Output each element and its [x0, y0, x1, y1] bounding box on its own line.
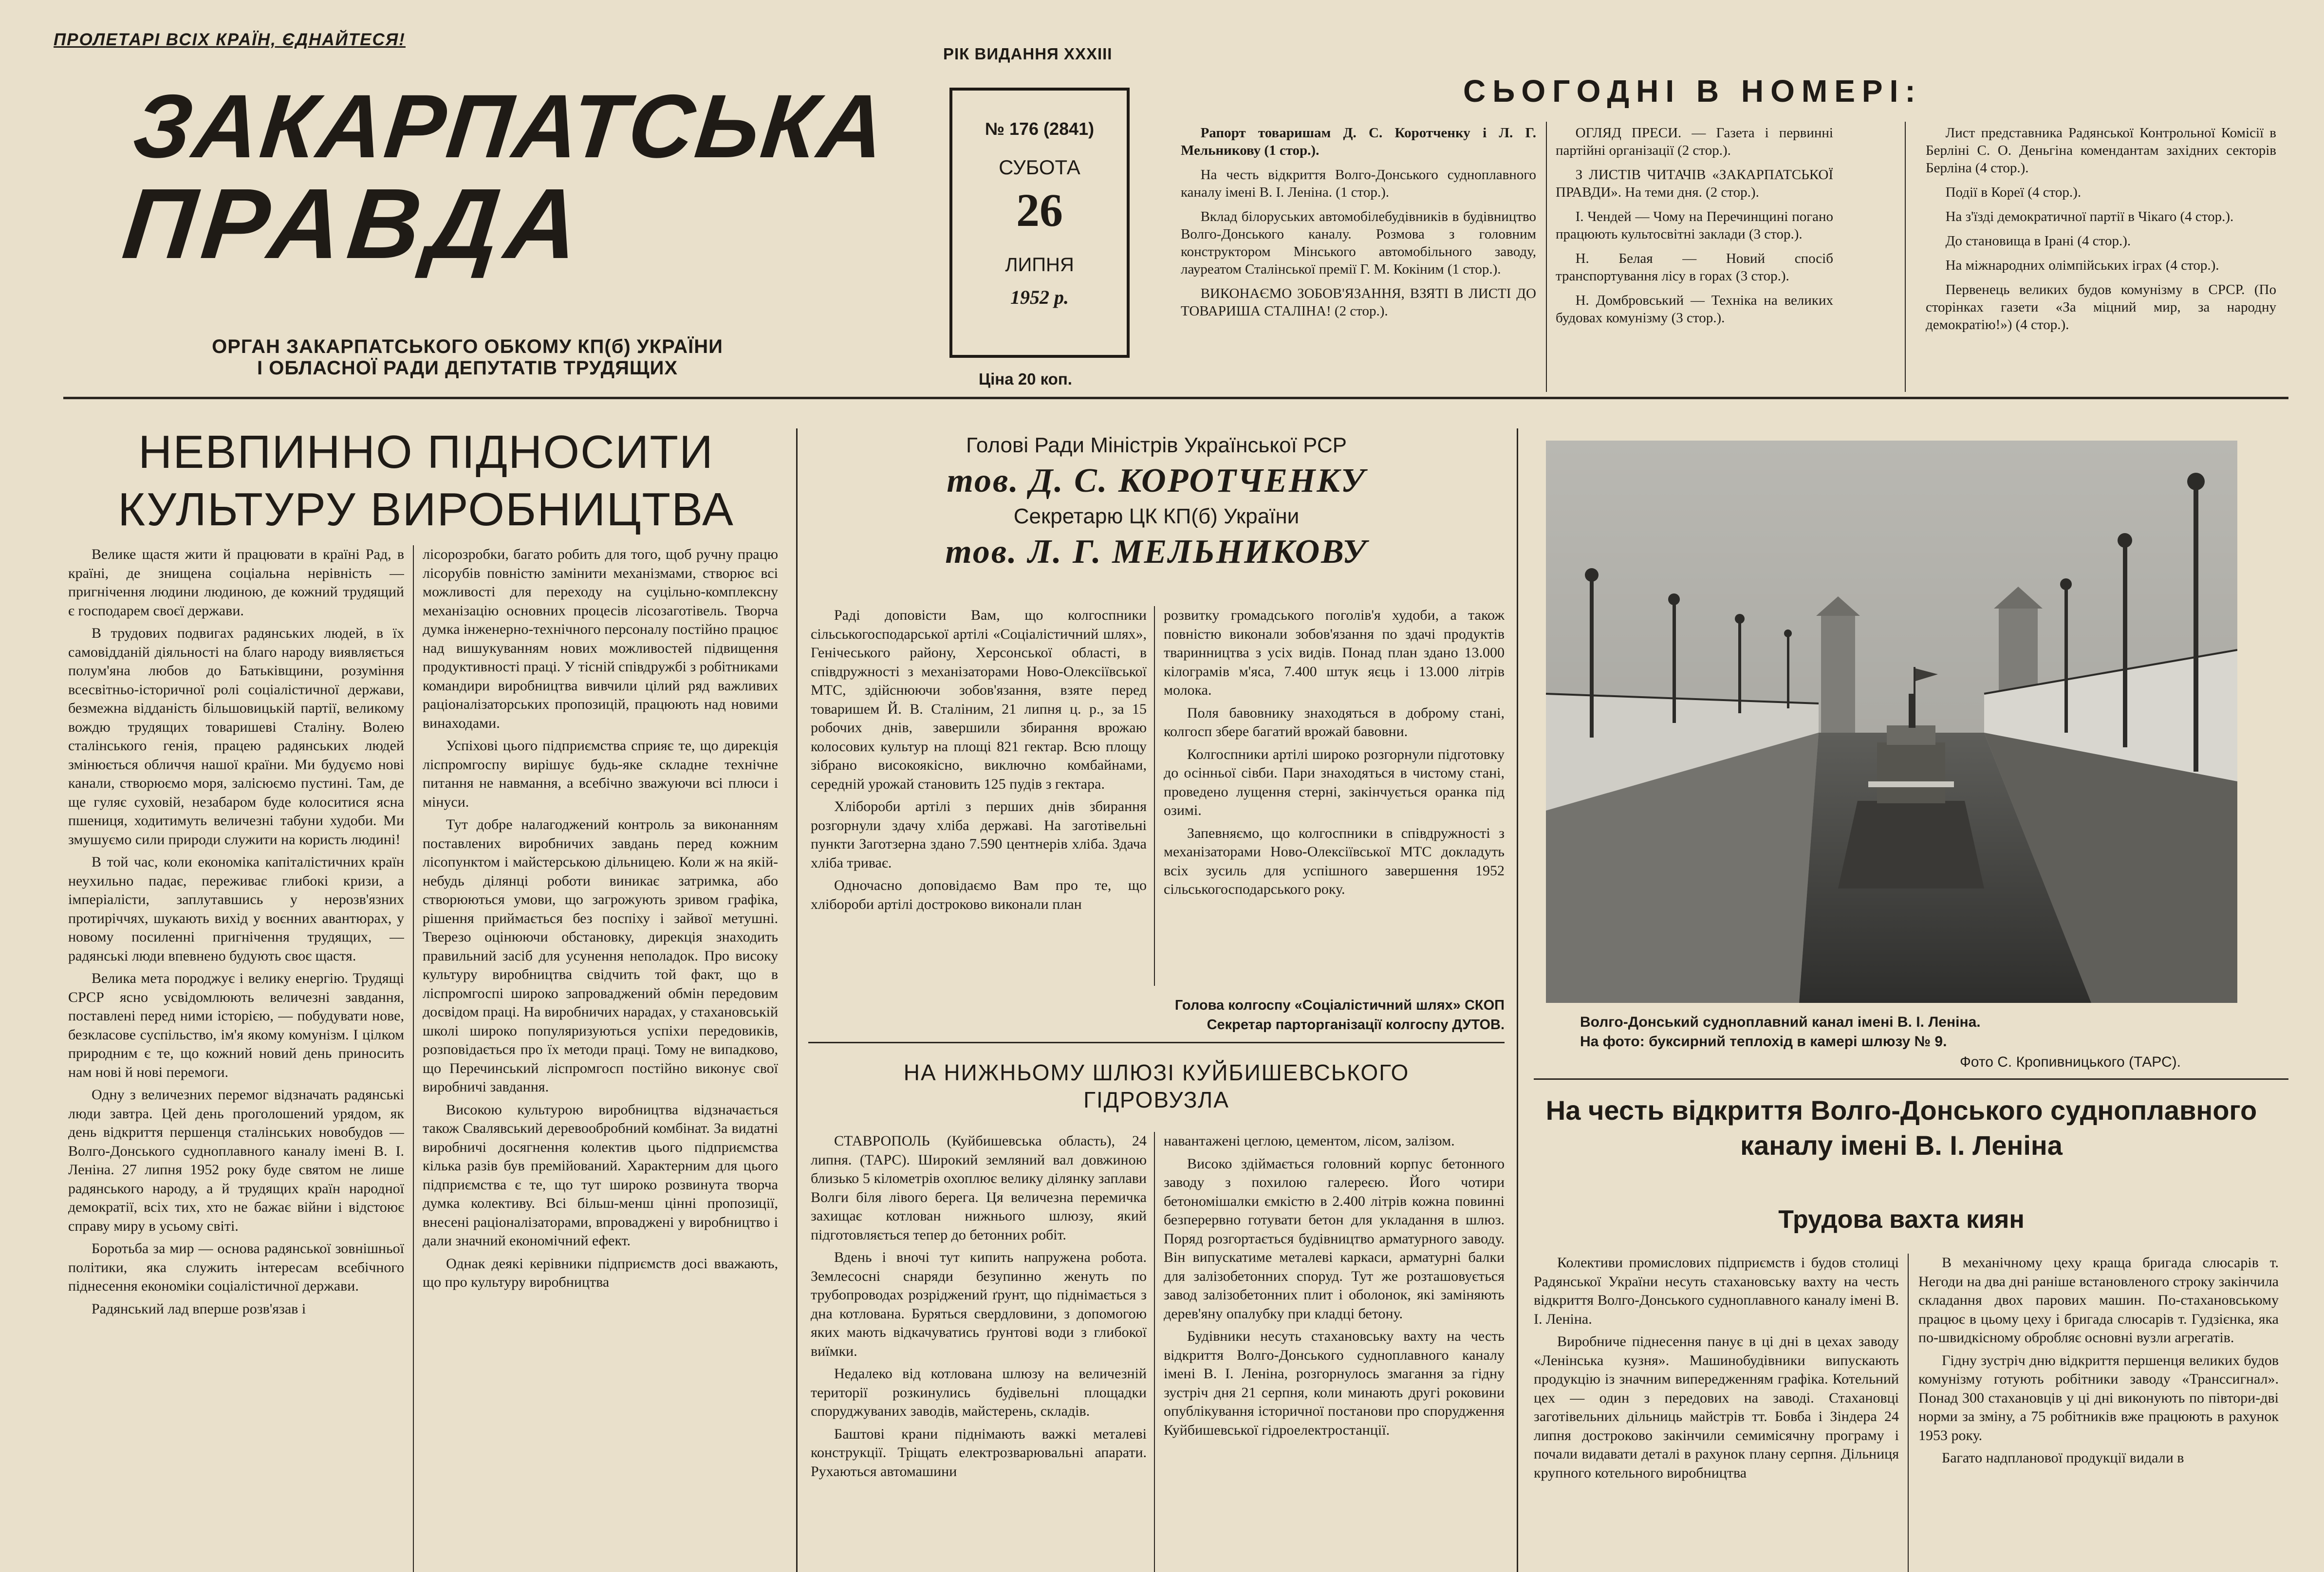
volga-don-headline-line-2: каналу імені В. І. Леніна — [1740, 1130, 2063, 1161]
paragraph: Поля бавовнику знаходяться в доброму стані, колгосп збере багатий врожай бавовни. — [1164, 704, 1505, 740]
contents-item: На з'їзді демократичної партії в Чікаго (4 стор.). — [1945, 209, 2234, 224]
issue-number: № 176 (2841) — [985, 119, 1095, 139]
contents-item: Первенець великих будов комунізму в СРСР. (По сторінках газети «За міцний мир, за народну демократію!») (4 стор.). — [1926, 282, 2276, 333]
paragraph: Гідну зустріч дню відкриття першенця великих будов комунізму готують робітники заводу «Транссигнал». Понад 300 стахановців у ці дні виконують по півтори-дві норми за зміну, а 75 робітників вже працюють в рахунок 1953 року. — [1918, 1352, 2279, 1443]
issue-box — [949, 88, 1130, 358]
caption-line: На фото: буксирний теплохід в камері шлюзу № 9. — [1580, 1034, 1947, 1050]
contents-item: ОГЛЯД ПРЕСИ. — Газета і первинні партійні організації (2 стор.). — [1556, 125, 1833, 158]
paragraph: Будівники несуть стахановську вахту на честь відкриття Волго-Донського судноплавного каналу імені В. І. Леніна, розгорнулось змагання за гідну зустріч дня 21 серпня, коли минають другі роковини опублікування історичної постанови про спорудження Куйбишевської гідроелектростанції. — [1164, 1328, 1505, 1438]
editorial-column-1 — [68, 545, 404, 1572]
paragraph: Боротьба за мир — основа радянської зовнішньої політики, яка служить інтересам всебічного піднесення економіки соціалістичної держави. — [68, 1240, 404, 1294]
year-of-issue: РІК ВИДАННЯ XXXIII — [943, 45, 1113, 63]
addressee-title-2: Секретарю ЦК КП(б) України — [1013, 504, 1300, 528]
section-divider — [1517, 428, 1518, 1572]
paragraph: Вдень і вночі тут кипить напружена робота. Землесосні снаряди безупинно женуть по трубопроводах розріджений ґрунт, що піднімається з дна котлована. Буряться свердловини, з допомогою яких мають відкачуватись ґрунтові води з глибокої виїмки. — [811, 1249, 1147, 1359]
contents-column-3 — [1926, 124, 2276, 340]
report-signatures — [1061, 996, 1505, 1035]
paragraph: Виробниче піднесення панує в ці дні в цехах заводу «Ленінська кузня». Машинобудівники випускають продукцію із значним випередженням графіка. Котельний цех — один з передових на заводі. Стахановці заготівельних дільниць майстрів тт. Бовба і Зіндера 24 липня достроково закінчили семимісячну програму і почали видавати деталі в рахунок плану серпня. Дільниця крупного котельного виробництва — [1534, 1333, 1899, 1481]
editorial-headline-line-2: КУЛЬТУРУ ВИРОБНИЦТВА — [118, 483, 734, 536]
slogan: ПРОЛЕТАРІ ВСІХ КРАЇН, ЄДНАЙТЕСЯ! — [54, 30, 406, 49]
paragraph: Тут добре налагоджений контроль за виконанням поставлених виробничих завдань перед кожним лісопунктом і майстерською дільницею. Коли ж на якій-небудь ділянці роботи виникає затримка, або створюються умови, що загрожують зривом графіка, рішення приймається без поспіху і зайвої метушні. Тверезо оцінюючи обстановку, дирекція знаходить правильний засіб для усунення неполадок. Про високу культуру виробництва свідчить той факт, що в ліспромгоспі широко запроваджений обмін передовим досвідом праці. На виробничих нарадах, у стахановській школі широко популяризуються успіхи передовиків, розповідається про їх методи праці. Тому не випадково, що Перечинський ліспромгосп постійно виконує свої виробничі завдання. — [423, 816, 778, 1095]
title-line-2: ПРАВДА — [118, 168, 592, 279]
year: 1952 р. — [1010, 286, 1069, 308]
contents-item: ВИКОНАЄМО ЗОБОВ'ЯЗАННЯ, ВЗЯТІ В ЛИСТІ ДО ТОВАРИША СТАЛІНА! (2 стор.). — [1181, 286, 1536, 319]
column-divider — [413, 545, 414, 1572]
paragraph: Баштові крани піднімають важкі металеві конструкції. Тріщать електрозварювальні апарати. Рухаються автомашини — [811, 1425, 1147, 1480]
contents-item: До становища в Ірані (4 стор.). — [1945, 233, 2131, 249]
column-divider — [1154, 1132, 1155, 1572]
contents-item: На міжнародних олімпійських іграх (4 стор.). — [1945, 258, 2219, 273]
section-divider — [808, 1042, 1505, 1043]
paragraph: Високо здіймається головний корпус бетонного заводу з похилою галереєю. Його чотири бетономішалки ємкістю в 2.400 літрів кожна повинні безперервно готувати бетон для укладання в шлюз. Поряд розгортається будівництво арматурного заводу. Він випускатиме металеві каркаси, арматурні балки для залізобетонних споруд. Тут же розташовується завод залізобетонних плит і оболонок, які заміняють дерев'яну опалубку при кладці бетону. — [1164, 1155, 1505, 1322]
report-column-1 — [811, 606, 1147, 986]
volga-don-column-1 — [1534, 1254, 1899, 1572]
contents-column-2 — [1556, 124, 1833, 333]
price: Ціна 20 коп. — [979, 370, 1072, 388]
paragraph: Хлібороби артілі з перших днів збирання розгорнули здачу хліба державі. На заготівельні пункти Заготзерна здано 7.590 центнерів хліба. Здача хліба триває. — [811, 798, 1147, 871]
weekday: СУБОТА — [999, 156, 1080, 179]
lock-headline-line-1: НА НИЖНЬОМУ ШЛЮЗІ КУЙБИШЕВСЬКОГО — [903, 1060, 1410, 1085]
report-column-2 — [1164, 606, 1505, 986]
contents-divider — [1546, 122, 1547, 392]
subtitle — [156, 336, 779, 379]
contents-item: Н. Домбровський — Техніка на великих будовах комунізму (3 стор.). — [1556, 293, 1833, 326]
signature: Голова колгоспу «Соціалістичний шлях» СКОП — [1174, 998, 1505, 1013]
paragraph: навантажені цеглою, цементом, лісом, залізом. — [1164, 1133, 1455, 1149]
lock-column-1 — [811, 1132, 1147, 1572]
canal-photo — [1546, 441, 2237, 1003]
paragraph: В трудових подвигах радянських людей, в їх самовідданій діяльності на благо народу виявляється полум'яна любов до Батьківщини, розуміння всесвітньо-історичної ролі соціалістичної держави, безмежна відданість більшовицькій партії, великому вождю трудящих товаришеві Сталіну. Волею сталінського генія, працею радянських людей змінюється обличчя нашої країни. Ми будуємо нові канали, створюємо моря, залісюємо пустині. Там, де ще гуляє суховій, незабаром буде колоситися ясна пшениця, ходитимуть величезні табуни худоби. Ми змушуємо сили природи служити на користь людині! — [68, 625, 404, 848]
paragraph: розвитку громадського поголів'я худоби, а також повністю виконали зобов'язання по здачі продуктів тваринництва з усіх видів. Понад план здано 13.000 кілограмів м'яса, 7.400 штук яєць і 13.000 літрів молока. — [1164, 607, 1505, 698]
contents-item: Лист представника Радянської Контрольної Комісії в Берліні С. О. Деньгіна комендантам західних секторів Берліна (4 стор.). — [1926, 125, 2276, 176]
paragraph: Велика мета породжує і велику енергію. Трудящі СРСР ясно усвідомлюють величезні завдання, поставлені перед ними історією, — побудувати нове, безкласове суспільство, ім'я якому комунізм. І цілком природним є те, що кожний новий день приносить нам нові й нові перемоги. — [68, 970, 404, 1080]
paragraph: лісорозробки, багато робить для того, щоб ручну працю лісорубів повністю замінити механізмами, створює всі можливості для переходу на суцільно-комплексну механізацію основних процесів лісозаготівель. Творча думка інженерно-технічного персоналу постійно працює над вишукуванням нових можливостей підвищення продуктивності праці. У тісній співдружбі з робітниками командири виробництва вивчили цілий ряд важливих раціоналізаторських пропозицій, працюють над новими винаходами. — [423, 546, 778, 731]
editorial-headline-line-1: НЕВПИННО ПІДНОСИТИ — [138, 426, 714, 478]
paragraph: Раді доповісти Вам, що колгоспники сільськогосподарської артілі «Соціалістичний шлях», Генічеського району, Херсонської області, в співдружності з механізаторами Ново-Олексіївської МТС, здійснюючи зобов'язання, взяте перед товаришем Й. В. Сталіним, 21 липня ц. р., за 15 робочих днів, завершили збирання врожаю колосових культур на площі 821 гектар. Всю площу зібрано високоякісно, виключно комбайнами, середній урожай становить 125 пудів з гектара. — [811, 607, 1147, 792]
subtitle-line-2: І ОБЛАСНОЇ РАДИ ДЕПУТАТІВ ТРУДЯЩИХ — [257, 357, 678, 379]
newspaper-title — [118, 76, 892, 279]
title-line-1: ЗАКАРПАТСЬКА — [129, 76, 892, 177]
paragraph: Одну з величезних перемог відзначать радянські люди завтра. Цей день проголошений урядом, як день відкриття першенця сталінських новобудов — Волго-Донського судноплавного каналу імені В. І. Леніна. 27 липня 1952 року буде святом не лише радянського народу, а й трудящих країн народної демократії, всіх тих, хто не бажає війни і відстоює справу миру в усьому світі. — [68, 1087, 404, 1234]
contents-item: Події в Кореї (4 стор.). — [1945, 185, 2082, 200]
editorial-headline — [68, 424, 784, 538]
subtitle-line-1: ОРГАН ЗАКАРПАТСЬКОГО ОБКОМУ КП(б) УКРАЇНИ — [212, 336, 723, 357]
addressee-name-1: тов. Д. С. КОРОТЧЕНКУ — [947, 462, 1366, 499]
volga-don-column-2 — [1918, 1254, 2279, 1572]
caption-line: Волго-Донський судноплавний канал імені В. І. Леніна. — [1580, 1014, 1981, 1030]
report-addressees — [808, 431, 1505, 573]
contents-column-1 — [1181, 124, 1536, 327]
paragraph: Колгоспники артілі широко розгорнули підготовку до осінньої сівби. Пари знаходяться в чистому стані, проведено лущення стерні, закінчується оранка під озимі. — [1164, 746, 1505, 818]
contents-item: Рапорт товаришам Д. С. Коротченку і Л. Г. Мельникову (1 стор.). — [1181, 125, 1536, 158]
contents-item: На честь відкриття Волго-Донського судноплавного каналу імені В. І. Леніна. (1 стор.). — [1181, 167, 1536, 200]
addressee-title-1: Голові Ради Міністрів Української РСР — [966, 433, 1347, 457]
volga-don-subheadline: Трудова вахта киян — [1778, 1205, 2025, 1234]
volga-don-headline — [1536, 1093, 2267, 1163]
photo-credit: Фото С. Кропивницького (ТАРС). — [1960, 1054, 2181, 1070]
signature: Секретар парторганізації колгоспу ДУТОВ. — [1207, 1017, 1505, 1033]
paragraph: Однак деякі керівники підприємств досі вважають, що про культуру виробництва — [423, 1255, 778, 1290]
contents-divider — [1905, 122, 1906, 392]
paragraph: Радянський лад вперше розв'язав і — [92, 1300, 306, 1317]
column-divider — [1154, 606, 1155, 986]
lock-headline-line-2: ГІДРОВУЗЛА — [1083, 1087, 1229, 1112]
canal-lock-photo — [1546, 441, 2237, 1003]
paragraph: СТАВРОПОЛЬ (Куйбишевська область), 24 липня. (ТАРС). Широкий земляний вал довжиною близько 5 кілометрів охоплює велику ділянку заплави Волги біля лівого берега. Ця величезна перемичка захищає котлован нижнього шлюзу, який підготовляється тепер до бетонних робіт. — [811, 1133, 1147, 1243]
paragraph: Одночасно доповідаємо Вам про те, що хлібороби артілі достроково виконали план — [811, 877, 1147, 912]
paragraph: В той час, коли економіка капіталістичних країн неухильно падає, переживає глибокі кризи, а імперіалісти, заплутавшись у нерозв'язних протиріччях, шукають вихід у воєнних авантюрах, у новому посиленні пригнічення трудящих, — радянські люди впевнено будують своє щастя. — [68, 854, 404, 964]
section-divider — [1534, 1078, 2288, 1080]
paragraph: Успіхові цього підприємства сприяє те, що дирекція ліспромгоспу вирішує будь-яке складне технічне питання не навмання, а всебічно зважуючи всі плюси і мінуси. — [423, 738, 778, 810]
masthead-rule — [63, 397, 2288, 399]
contents-title: СЬОГОДНІ В НОМЕРІ: — [1463, 74, 1922, 109]
day: 26 — [1016, 184, 1063, 236]
month: ЛИПНЯ — [1005, 254, 1074, 276]
contents-item: І. Чендей — Чому на Перечинщині погано працюють культосвітні заклади (3 стор.). — [1556, 209, 1833, 242]
paragraph: Запевняємо, що колгоспники в співдружності з механізаторами Ново-Олексіївської МТС докладуть всіх зусиль для успішного завершення 1952 сільськогосподарського року. — [1164, 825, 1505, 897]
paragraph: Багато надпланової продукції видали в — [1942, 1450, 2184, 1466]
paragraph: Колективи промислових підприємств і будов столиці Радянської України несуть стахановську вахту на честь відкриття Волго-Донського судноплавного каналу імені В. І. Леніна. — [1534, 1255, 1899, 1327]
paragraph: Велике щастя жити й працювати в країні Рад, в країні, де знищена соціальна нерівність — пригнічення людини людиною, де кожний трудящий є господарем своєї держави. — [68, 546, 404, 619]
editorial-column-2 — [423, 545, 778, 1572]
lock-column-2 — [1164, 1132, 1505, 1572]
contents-item: З ЛИСТІВ ЧИТАЧІВ «ЗАКАРПАТСЬКОЇ ПРАВДИ». На теми дня. (2 стор.). — [1556, 167, 1833, 200]
contents-item: Н. Белая — Новий спосіб транспортування лісу в горах (3 стор.). — [1556, 251, 1833, 284]
paragraph: Високою культурою виробництва відзначається також Свалявський деревообробний комбінат. За видатні виробничі досягнення колектив цього підприємства кілька разів був премійований. Характерним для цього підприємства є те, що тут широко розвинута творча думка колективу. Всі більш-менш цінні пропозиції, внесені раціоналізаторами, впроваджені у виробництво і дали значний економічний ефект. — [423, 1101, 778, 1249]
section-divider — [796, 428, 798, 1572]
lock-headline — [808, 1059, 1505, 1113]
volga-don-headline-line-1: На честь відкриття Волго-Донського судноплавного — [1545, 1095, 2257, 1126]
addressee-name-2: тов. Л. Г. МЕЛЬНИКОВУ — [945, 533, 1368, 571]
column-divider — [1908, 1254, 1909, 1572]
contents-item: Вклад білоруських автомобілебудівників в будівництво Волго-Донського каналу. Розмова з головним конструктором Мінського автомобільного заводу, лауреатом Сталінської премії Г. М. Кокіним (1 стор.). — [1181, 209, 1536, 277]
paragraph: В механічному цеху краща бригада слюсарів т. Негоди на два дні раніше встановленого строку закінчила складання двох парових машин. По-стахановському працює в цьому цеху і бригада слюсарів т. Гудзієнка, яка по-швидкісному обробляє основні вузли агрегатів. — [1918, 1255, 2279, 1346]
photo-caption — [1580, 1013, 2252, 1052]
paragraph: Недалеко від котлована шлюзу на величезній території розкинулись будівельні площадки споруджуваних заводів, майстерень, складів. — [811, 1366, 1147, 1419]
